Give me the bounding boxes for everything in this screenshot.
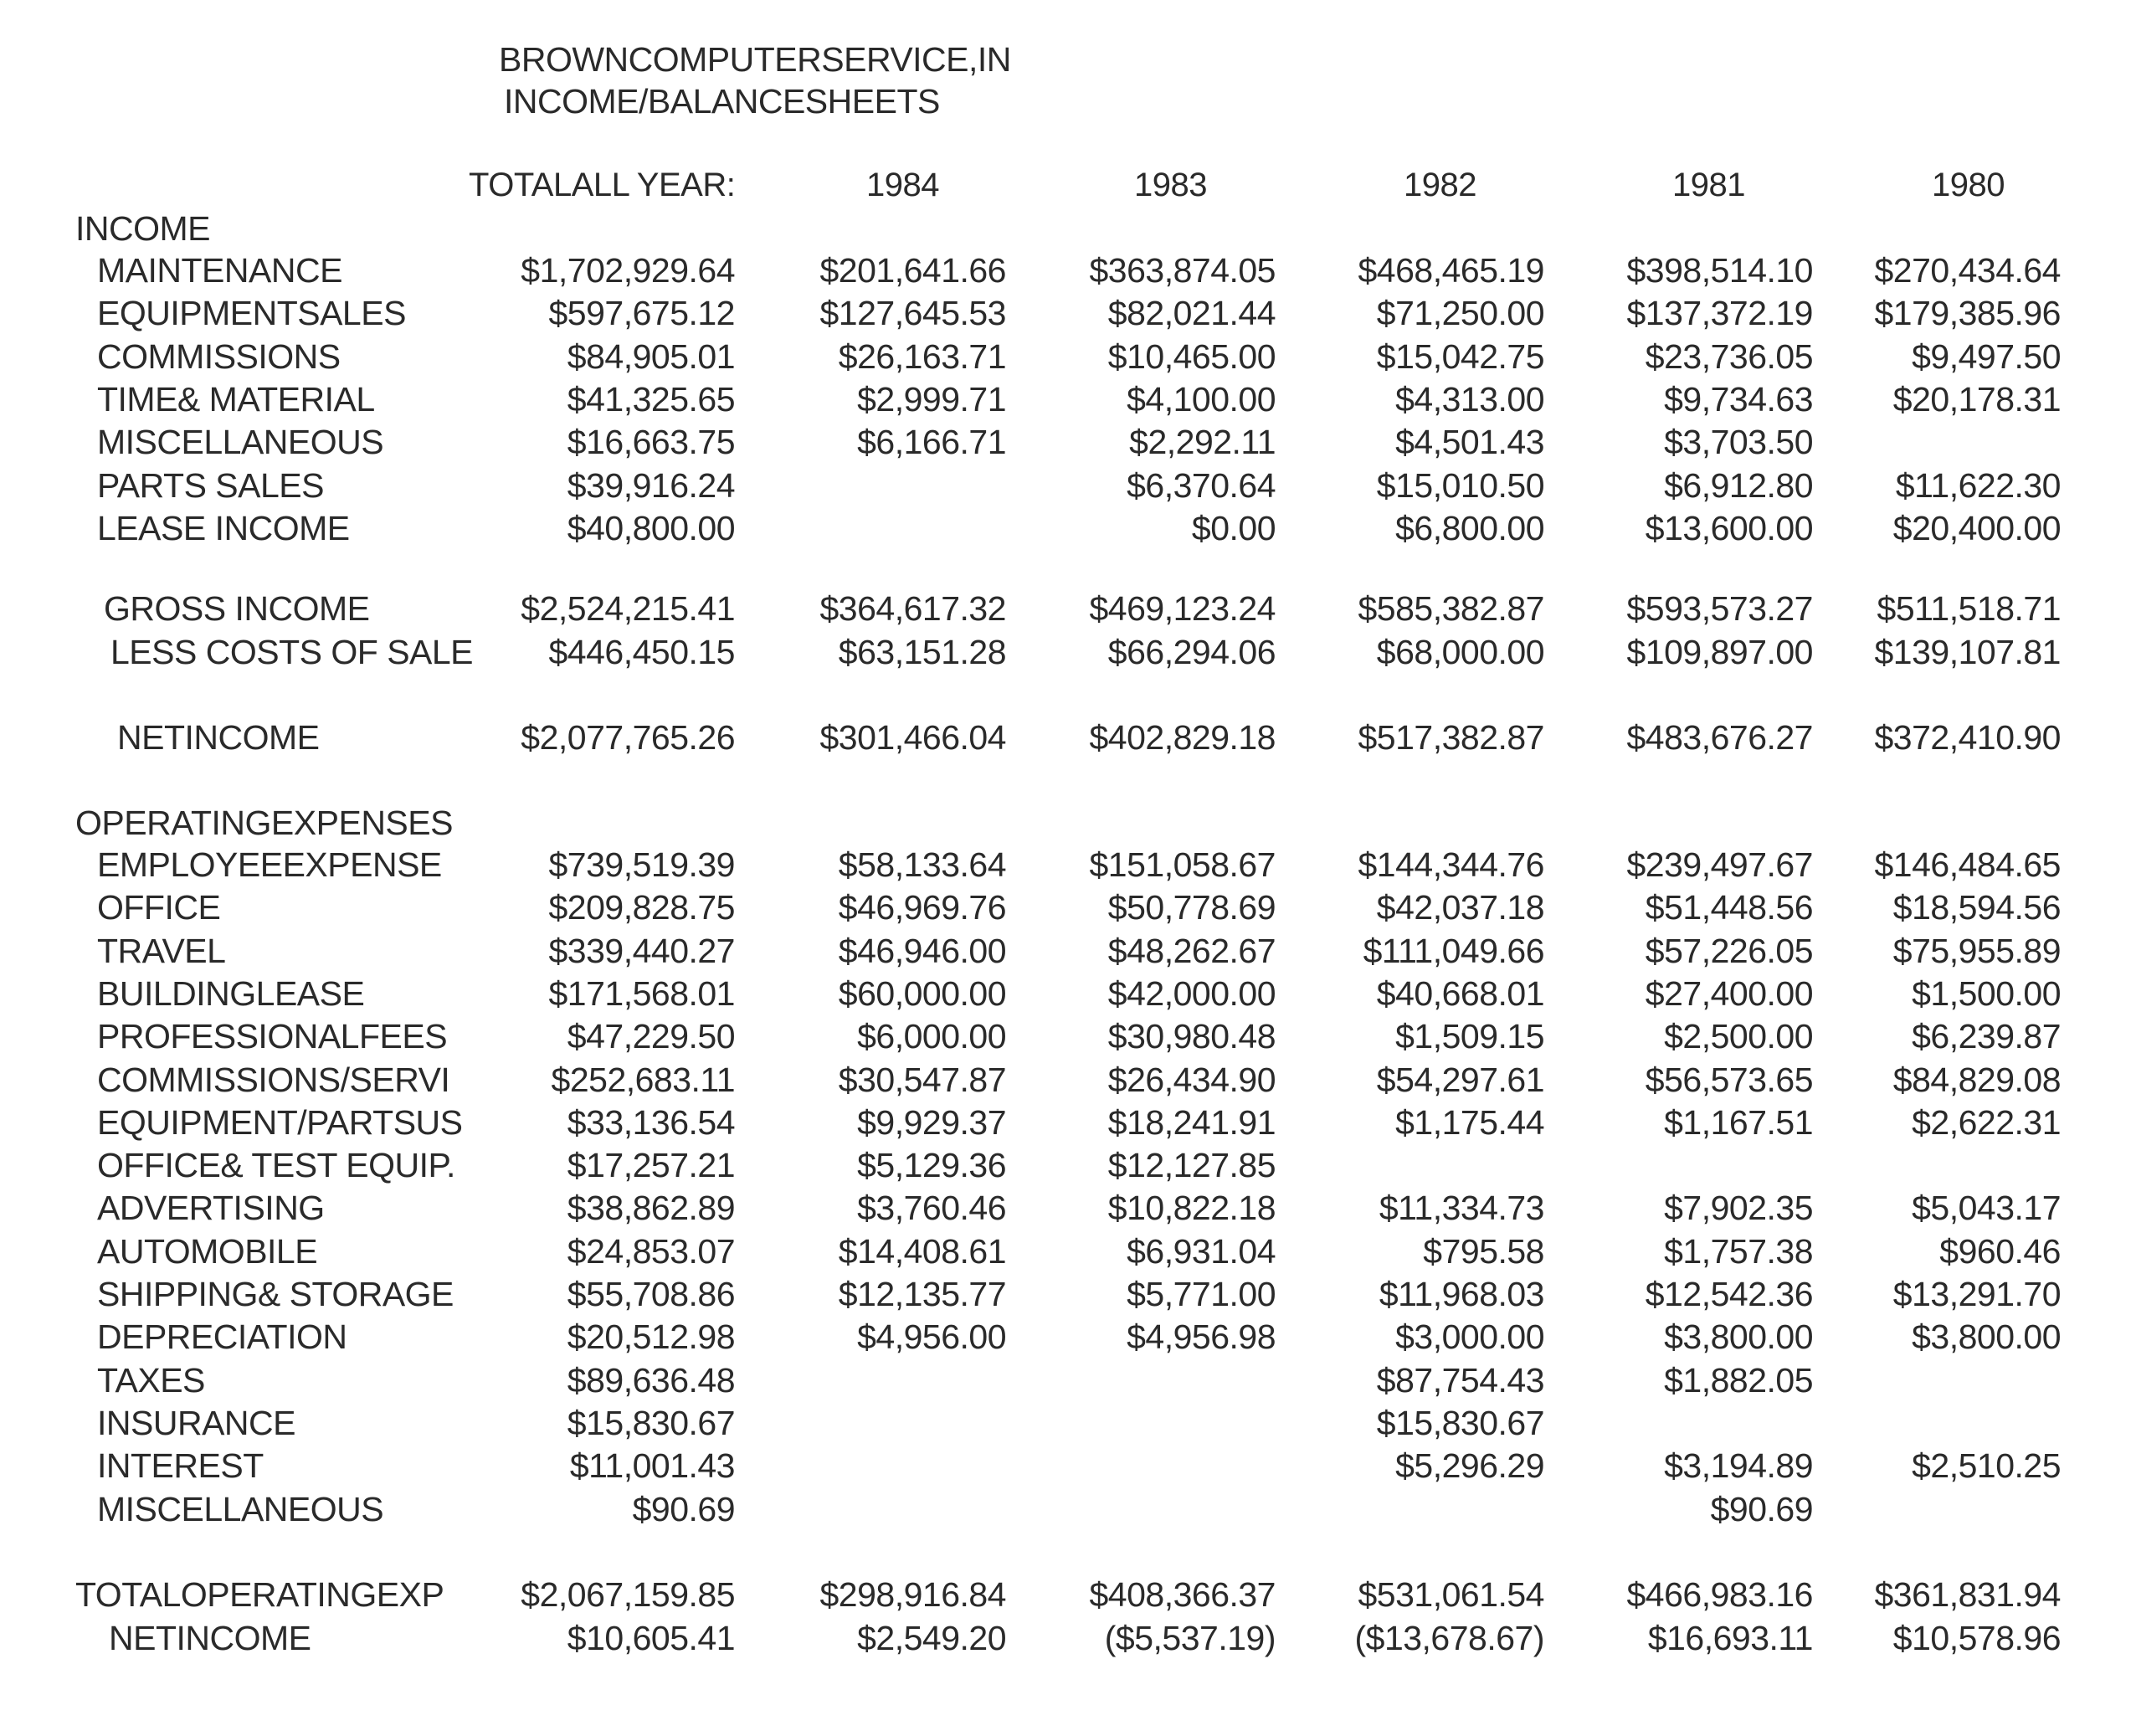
cell-net-income-col5: $372,410.90 (1874, 718, 2061, 757)
cell-operating-4-col2: $30,980.48 (1107, 1017, 1276, 1055)
cell-operating-1-col5: $18,594.56 (1892, 888, 2061, 927)
cell-operating-4-col1: $6,000.00 (857, 1017, 1006, 1055)
cell-operating-5-col3: $54,297.61 (1376, 1061, 1544, 1099)
cell-operating-4-col3: $1,509.15 (1395, 1017, 1544, 1055)
row-label-income-4: MISCELLANEOUS (97, 423, 384, 461)
cell-operating-12-col4: $1,882.05 (1664, 1361, 1813, 1400)
cell-total-operating-expenses-col5: $361,831.94 (1874, 1575, 2061, 1614)
cell-operating-0-col2: $151,058.67 (1089, 845, 1276, 884)
cell-total-operating-expenses-col3: $531,061.54 (1358, 1575, 1544, 1614)
cell-income-1-col0: $597,675.12 (548, 294, 735, 332)
column-header-1984: 1984 (866, 167, 939, 203)
cell-net-income-final-col4: $16,693.11 (1647, 1619, 1813, 1657)
cell-operating-8-col1: $3,760.46 (857, 1189, 1006, 1227)
cell-operating-14-col3: $5,296.29 (1395, 1446, 1544, 1485)
row-label-operating-4: PROFESSIONALFEES (97, 1017, 448, 1055)
cell-net-income-final-col0: $10,605.41 (567, 1619, 735, 1657)
cell-operating-2-col2: $48,262.67 (1107, 932, 1276, 970)
column-header-1980: 1980 (1932, 167, 2005, 203)
cell-net-income-col2: $402,829.18 (1089, 718, 1276, 757)
cell-income-3-col0: $41,325.65 (567, 380, 735, 419)
cell-operating-3-col0: $171,568.01 (548, 974, 735, 1013)
row-label-income-3: TIME& MATERIAL (97, 380, 375, 419)
row-label-operating-8: ADVERTISING (97, 1189, 325, 1227)
row-label-operating-5: COMMISSIONS/SERVI (97, 1061, 450, 1099)
cell-operating-7-col1: $5,129.36 (857, 1146, 1006, 1184)
cell-operating-6-col1: $9,929.37 (857, 1103, 1006, 1142)
cell-net-income-col1: $301,466.04 (819, 718, 1006, 757)
section-heading-income: INCOME (75, 209, 210, 248)
cell-operating-1-col1: $46,969.76 (838, 888, 1006, 927)
cell-operating-4-col5: $6,239.87 (1912, 1017, 2061, 1055)
column-header-1983: 1983 (1134, 167, 1207, 203)
cell-operating-5-col2: $26,434.90 (1107, 1061, 1276, 1099)
cell-net-income-final-col3: ($13,678.67) (1354, 1619, 1544, 1657)
cell-income-1-col4: $137,372.19 (1626, 294, 1813, 332)
cell-operating-10-col1: $12,135.77 (838, 1275, 1006, 1313)
row-label-operating-1: OFFICE (97, 888, 221, 927)
cell-operating-8-col2: $10,822.18 (1107, 1189, 1276, 1227)
cell-operating-0-col3: $144,344.76 (1358, 845, 1544, 884)
cell-operating-10-col0: $55,708.86 (567, 1275, 735, 1313)
cell-operating-1-col3: $42,037.18 (1376, 888, 1544, 927)
cell-total-operating-expenses-col0: $2,067,159.85 (521, 1575, 735, 1614)
cell-net-income-col3: $517,382.87 (1358, 718, 1544, 757)
cell-income-0-col0: $1,702,929.64 (521, 251, 735, 290)
cell-operating-11-col4: $3,800.00 (1664, 1317, 1813, 1356)
cell-gross-income-col2: $469,123.24 (1089, 589, 1276, 628)
cell-gross-income-col1: $364,617.32 (819, 589, 1006, 628)
row-label-operating-7: OFFICE& TEST EQUIP. (97, 1146, 455, 1184)
cell-income-3-col3: $4,313.00 (1395, 380, 1544, 419)
cell-operating-9-col5: $960.46 (1939, 1232, 2061, 1271)
cell-net-income-col0: $2,077,765.26 (521, 718, 735, 757)
cell-income-5-col4: $6,912.80 (1664, 466, 1813, 505)
cell-operating-0-col0: $739,519.39 (548, 845, 735, 884)
cell-gross-income-col4: $593,573.27 (1626, 589, 1813, 628)
cell-operating-9-col1: $14,408.61 (838, 1232, 1006, 1271)
cell-gross-income-col3: $585,382.87 (1358, 589, 1544, 628)
cell-operating-10-col5: $13,291.70 (1892, 1275, 2061, 1313)
cell-operating-4-col0: $47,229.50 (567, 1017, 735, 1055)
row-label-operating-3: BUILDINGLEASE (97, 974, 365, 1013)
row-label-income-2: COMMISSIONS (97, 337, 341, 376)
cell-operating-13-col0: $15,830.67 (567, 1404, 735, 1442)
cell-less-costs-of-sale-col2: $66,294.06 (1107, 633, 1276, 671)
row-label-net-income-final: NETINCOME (109, 1619, 311, 1657)
cell-income-3-col1: $2,999.71 (857, 380, 1006, 419)
row-label-operating-0: EMPLOYEEEXPENSE (97, 845, 442, 884)
cell-operating-8-col4: $7,902.35 (1664, 1189, 1813, 1227)
cell-less-costs-of-sale-col1: $63,151.28 (838, 633, 1006, 671)
cell-operating-3-col4: $27,400.00 (1645, 974, 1813, 1013)
cell-income-2-col0: $84,905.01 (567, 337, 735, 376)
cell-operating-0-col4: $239,497.67 (1626, 845, 1813, 884)
cell-income-0-col4: $398,514.10 (1626, 251, 1813, 290)
row-label-operating-2: TRAVEL (97, 932, 226, 970)
cell-income-6-col5: $20,400.00 (1892, 509, 2061, 547)
cell-operating-13-col3: $15,830.67 (1376, 1404, 1544, 1442)
cell-operating-12-col3: $87,754.43 (1376, 1361, 1544, 1400)
cell-operating-14-col4: $3,194.89 (1664, 1446, 1813, 1485)
cell-operating-5-col4: $56,573.65 (1645, 1061, 1813, 1099)
cell-income-4-col3: $4,501.43 (1395, 423, 1544, 461)
row-label-operating-6: EQUIPMENT/PARTSUS (97, 1103, 463, 1142)
row-label-net-income: NETINCOME (117, 718, 320, 757)
column-header-total: TOTALALL YEAR: (469, 167, 736, 203)
cell-income-2-col3: $15,042.75 (1376, 337, 1544, 376)
cell-operating-6-col3: $1,175.44 (1395, 1103, 1544, 1142)
cell-income-6-col2: $0.00 (1191, 509, 1276, 547)
cell-income-2-col5: $9,497.50 (1912, 337, 2061, 376)
cell-gross-income-col5: $511,518.71 (1877, 589, 2061, 628)
cell-income-5-col3: $15,010.50 (1376, 466, 1544, 505)
cell-less-costs-of-sale-col3: $68,000.00 (1376, 633, 1544, 671)
cell-less-costs-of-sale-col5: $139,107.81 (1874, 633, 2061, 671)
cell-income-0-col5: $270,434.64 (1874, 251, 2061, 290)
row-label-less-costs-of-sale: LESS COSTS OF SALE (110, 633, 474, 671)
cell-operating-3-col5: $1,500.00 (1912, 974, 2061, 1013)
cell-operating-6-col5: $2,622.31 (1912, 1103, 2061, 1142)
cell-operating-15-col4: $90.69 (1710, 1490, 1813, 1528)
cell-income-2-col1: $26,163.71 (838, 337, 1006, 376)
cell-operating-2-col4: $57,226.05 (1645, 932, 1813, 970)
cell-income-5-col2: $6,370.64 (1127, 466, 1276, 505)
cell-operating-10-col2: $5,771.00 (1127, 1275, 1276, 1313)
cell-income-1-col3: $71,250.00 (1376, 294, 1544, 332)
cell-operating-9-col3: $795.58 (1423, 1232, 1544, 1271)
cell-operating-11-col1: $4,956.00 (857, 1317, 1006, 1356)
row-label-total-operating-expenses: TOTALOPERATINGEXP (75, 1575, 444, 1614)
row-label-gross-income: GROSS INCOME (104, 589, 370, 628)
cell-operating-2-col0: $339,440.27 (548, 932, 735, 970)
cell-income-6-col4: $13,600.00 (1645, 509, 1813, 547)
cell-operating-8-col3: $11,334.73 (1379, 1189, 1544, 1227)
cell-operating-7-col0: $17,257.21 (567, 1146, 735, 1184)
row-label-operating-15: MISCELLANEOUS (97, 1490, 384, 1528)
row-label-operating-9: AUTOMOBILE (97, 1232, 318, 1271)
cell-net-income-final-col5: $10,578.96 (1892, 1619, 2061, 1657)
cell-income-4-col0: $16,663.75 (567, 423, 735, 461)
cell-total-operating-expenses-col1: $298,916.84 (819, 1575, 1006, 1614)
cell-operating-8-col0: $38,862.89 (567, 1189, 735, 1227)
cell-income-3-col2: $4,100.00 (1127, 380, 1276, 419)
cell-operating-6-col2: $18,241.91 (1107, 1103, 1276, 1142)
cell-operating-6-col0: $33,136.54 (567, 1103, 735, 1142)
cell-operating-11-col5: $3,800.00 (1912, 1317, 2061, 1356)
cell-income-3-col4: $9,734.63 (1664, 380, 1813, 419)
cell-net-income-col4: $483,676.27 (1626, 718, 1813, 757)
cell-income-1-col5: $179,385.96 (1874, 294, 2061, 332)
cell-income-1-col1: $127,645.53 (819, 294, 1006, 332)
cell-operating-3-col1: $60,000.00 (838, 974, 1006, 1013)
cell-operating-7-col2: $12,127.85 (1107, 1146, 1276, 1184)
cell-operating-2-col1: $46,946.00 (838, 932, 1006, 970)
cell-income-0-col3: $468,465.19 (1358, 251, 1544, 290)
cell-total-operating-expenses-col4: $466,983.16 (1626, 1575, 1813, 1614)
cell-operating-1-col0: $209,828.75 (548, 888, 735, 927)
cell-net-income-final-col1: $2,549.20 (857, 1619, 1006, 1657)
cell-net-income-final-col2: ($5,537.19) (1104, 1619, 1276, 1657)
cell-operating-9-col4: $1,757.38 (1664, 1232, 1813, 1271)
cell-operating-15-col0: $90.69 (632, 1490, 735, 1528)
cell-operating-11-col3: $3,000.00 (1395, 1317, 1544, 1356)
cell-less-costs-of-sale-col0: $446,450.15 (548, 633, 735, 671)
column-header-1981: 1981 (1672, 167, 1745, 203)
cell-operating-9-col0: $24,853.07 (567, 1232, 735, 1271)
cell-operating-6-col4: $1,167.51 (1664, 1103, 1813, 1142)
row-label-operating-11: DEPRECIATION (97, 1317, 347, 1356)
cell-income-3-col5: $20,178.31 (1892, 380, 2061, 419)
cell-operating-1-col2: $50,778.69 (1107, 888, 1276, 927)
cell-less-costs-of-sale-col4: $109,897.00 (1626, 633, 1813, 671)
cell-operating-2-col5: $75,955.89 (1892, 932, 2061, 970)
cell-income-4-col1: $6,166.71 (857, 423, 1006, 461)
cell-income-0-col1: $201,641.66 (819, 251, 1006, 290)
cell-total-operating-expenses-col2: $408,366.37 (1089, 1575, 1276, 1614)
cell-operating-10-col4: $12,542.36 (1645, 1275, 1813, 1313)
cell-operating-5-col1: $30,547.87 (838, 1061, 1006, 1099)
row-label-operating-12: TAXES (97, 1361, 205, 1400)
row-label-income-1: EQUIPMENTSALES (97, 294, 406, 332)
cell-income-6-col0: $40,800.00 (567, 509, 735, 547)
cell-operating-2-col3: $111,049.66 (1363, 932, 1544, 970)
cell-operating-0-col1: $58,133.64 (838, 845, 1006, 884)
cell-operating-14-col0: $11,001.43 (569, 1446, 735, 1485)
cell-operating-5-col0: $252,683.11 (551, 1061, 735, 1099)
cell-income-4-col2: $2,292.11 (1129, 423, 1276, 461)
company-title: BROWNCOMPUTERSERVICE,IN (499, 40, 1011, 79)
cell-operating-5-col5: $84,829.08 (1892, 1061, 2061, 1099)
cell-operating-10-col3: $11,968.03 (1379, 1275, 1544, 1313)
row-label-income-0: MAINTENANCE (97, 251, 342, 290)
cell-operating-3-col2: $42,000.00 (1107, 974, 1276, 1013)
row-label-operating-13: INSURANCE (97, 1404, 295, 1442)
cell-income-2-col2: $10,465.00 (1107, 337, 1276, 376)
cell-income-5-col0: $39,916.24 (567, 466, 735, 505)
cell-income-2-col4: $23,736.05 (1645, 337, 1813, 376)
row-label-operating-14: INTEREST (97, 1446, 264, 1485)
cell-operating-8-col5: $5,043.17 (1912, 1189, 2061, 1227)
cell-operating-11-col2: $4,956.98 (1127, 1317, 1276, 1356)
cell-operating-11-col0: $20,512.98 (567, 1317, 735, 1356)
cell-operating-0-col5: $146,484.65 (1874, 845, 2061, 884)
row-label-operating-10: SHIPPING& STORAGE (97, 1275, 454, 1313)
section-heading-operating-expenses: OPERATINGEXPENSES (75, 804, 453, 842)
cell-operating-4-col4: $2,500.00 (1664, 1017, 1813, 1055)
cell-income-5-col5: $11,622.30 (1895, 466, 2061, 505)
cell-operating-9-col2: $6,931.04 (1127, 1232, 1276, 1271)
row-label-income-5: PARTS SALES (97, 466, 324, 505)
row-label-income-6: LEASE INCOME (97, 509, 350, 547)
cell-operating-12-col0: $89,636.48 (567, 1361, 735, 1400)
sheet-subtitle: INCOME/BALANCESHEETS (504, 82, 940, 121)
cell-operating-14-col5: $2,510.25 (1912, 1446, 2061, 1485)
column-header-1982: 1982 (1404, 167, 1476, 203)
cell-income-1-col2: $82,021.44 (1107, 294, 1276, 332)
cell-income-0-col2: $363,874.05 (1089, 251, 1276, 290)
cell-operating-1-col4: $51,448.56 (1645, 888, 1813, 927)
cell-income-6-col3: $6,800.00 (1395, 509, 1544, 547)
cell-operating-3-col3: $40,668.01 (1376, 974, 1544, 1013)
cell-income-4-col4: $3,703.50 (1664, 423, 1813, 461)
cell-gross-income-col0: $2,524,215.41 (521, 589, 735, 628)
